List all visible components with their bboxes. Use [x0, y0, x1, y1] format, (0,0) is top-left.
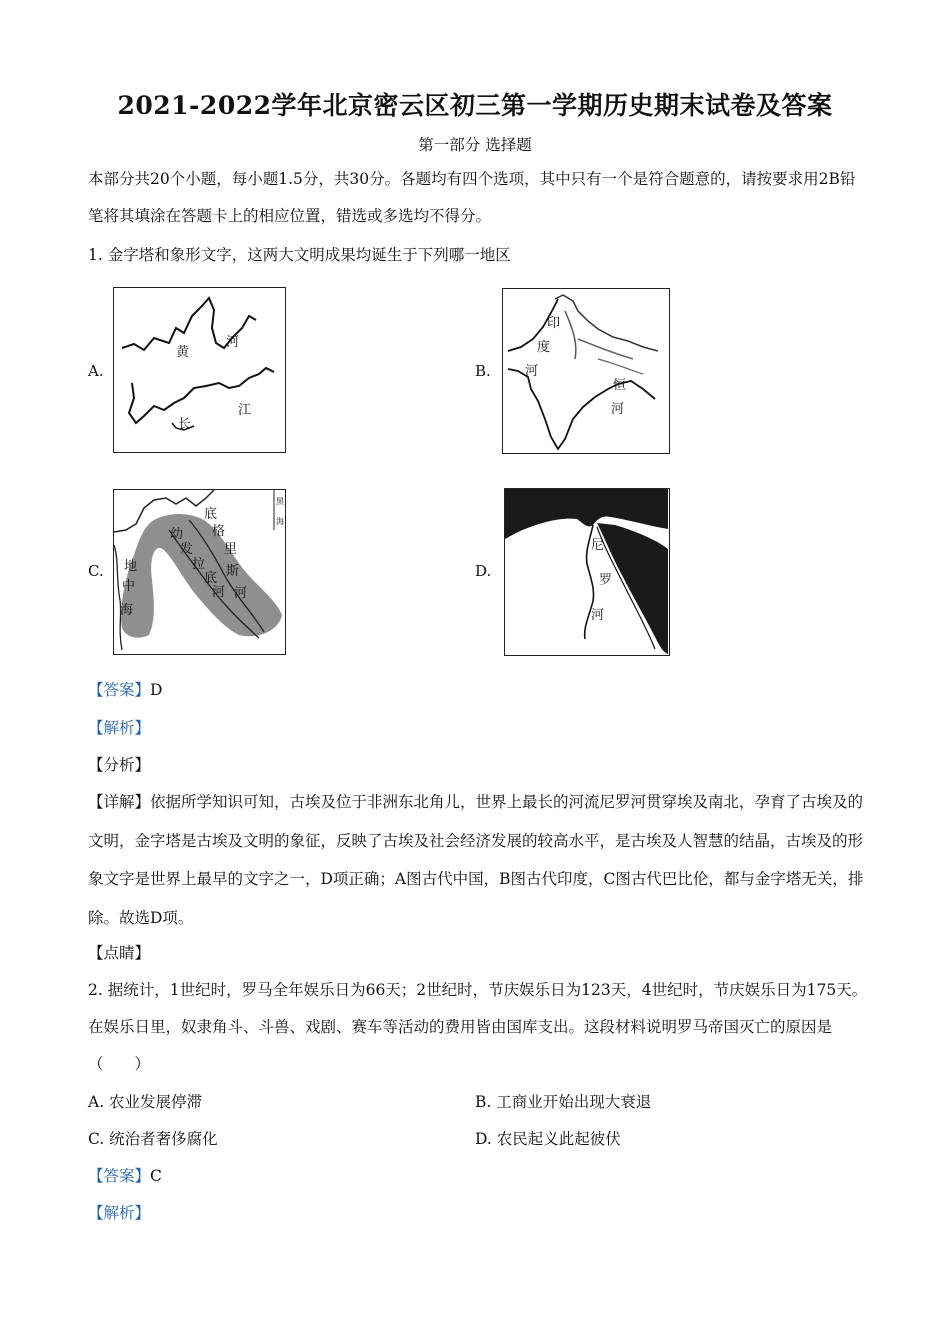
- map-d-label: 罗: [599, 573, 613, 588]
- q1-map-d: [504, 488, 670, 656]
- q1-stem: 1. 金字塔和象形文字，这两大文明成果均诞生于下列哪一地区: [88, 246, 511, 264]
- q1-option-a-label: A.: [88, 362, 104, 380]
- q1-answer: [88, 678, 162, 700]
- q1-analysis-tag: 【解析】: [88, 719, 151, 737]
- q2-option-b: B. 工商业开始出现大衰退: [475, 1093, 652, 1111]
- map-a-label: 河: [226, 335, 240, 350]
- answer-tag: 【答案】: [88, 1167, 151, 1185]
- page-title: 2021-2022学年北京密云区初三第一学期历史期末试卷及答案: [117, 91, 833, 120]
- q1-option-b-label: B.: [475, 362, 491, 380]
- map-c-label: 格: [212, 524, 226, 539]
- map-c-label: 幼: [170, 527, 184, 542]
- map-c-label: 黑: [276, 497, 284, 506]
- map-c-label: 河: [212, 585, 226, 600]
- map-c-label: 斯: [226, 564, 240, 579]
- q1-map-b: [502, 288, 670, 454]
- q1-option-c-label: C.: [88, 562, 104, 580]
- q2-option-d: D. 农民起义此起彼伏: [475, 1130, 621, 1148]
- map-d-label: 河: [591, 608, 605, 623]
- map-c-label: 底: [204, 571, 218, 586]
- q2-answer: [88, 1164, 162, 1186]
- map-a-label: 长: [178, 417, 192, 432]
- q2-option-c: C. 统治者奢侈腐化: [88, 1130, 218, 1148]
- detail-tag: 【详解】: [88, 793, 151, 811]
- map-c-label: 拉: [192, 557, 206, 572]
- q1-option-d-label: D.: [475, 562, 492, 580]
- map-b-label: 河: [611, 402, 625, 417]
- map-d-label: 尼: [591, 538, 605, 553]
- map-b-label: 度: [537, 340, 551, 355]
- q1-dianjing-tag: 【点睛】: [88, 944, 151, 962]
- map-b-label: 恒: [613, 378, 627, 393]
- map-b-label: 印: [547, 316, 561, 331]
- q2-option-a: A. 农业发展停滞: [88, 1093, 203, 1111]
- q2-stem: 2. 据统计，1世纪时，罗马全年娱乐日为66天；2世纪时，节庆娱乐日为123天，4世纪时，节庆娱乐日为175天。在娱乐日里，奴隶角斗、斗兽、戏剧、赛车等活动的费用皆由国库支出。这段材料说明罗马帝国灭亡的原因是（ ）: [88, 981, 868, 1073]
- section-title: 第一部分 选择题: [418, 136, 532, 154]
- map-c-label: 发: [180, 542, 194, 557]
- map-c-label: 海: [276, 517, 284, 526]
- map-b-label: 河: [525, 364, 539, 379]
- q1-map-c: [113, 489, 286, 655]
- map-a-label: 江: [238, 403, 252, 418]
- map-c-label: 中: [122, 579, 136, 594]
- detail-text: 依据所学知识可知，古埃及位于非洲东北角儿，世界上最长的河流尼罗河贯穿埃及南北，孕育了古埃及的文明，金字塔是古埃及文明的象征，反映了古埃及社会经济发展的较高水平，是古埃及人智慧的结晶，古埃及的形象文字是世界上最早的文字之一，D项正确；A图古代中国，B图古代印度，C图古代巴比伦，都与金字塔无关，排除。故选D项。: [88, 793, 864, 927]
- q1-detail: [88, 783, 868, 937]
- map-c-label: 里: [224, 542, 238, 557]
- map-c-label: 海: [120, 603, 134, 618]
- map-c-label: 地: [124, 559, 138, 574]
- instructions: 本部分共20个小题，每小题1.5分，共30分。各题均有四个选项，其中只有一个是符合题意的，请按要求用2B铅笔将其填涂在答题卡上的相应位置，错选或多选均不得分。: [88, 170, 856, 225]
- q1-map-a: [113, 287, 286, 453]
- answer-value: D: [150, 681, 163, 699]
- map-a-label: 黄: [176, 345, 190, 360]
- answer-tag: 【答案】: [88, 681, 151, 699]
- q1-fenxi-tag: 【分析】: [88, 756, 151, 774]
- map-c-label: 底: [204, 507, 218, 522]
- answer-value: C: [150, 1167, 162, 1185]
- map-c-label: 河: [234, 586, 248, 601]
- q2-analysis-tag: 【解析】: [88, 1204, 151, 1222]
